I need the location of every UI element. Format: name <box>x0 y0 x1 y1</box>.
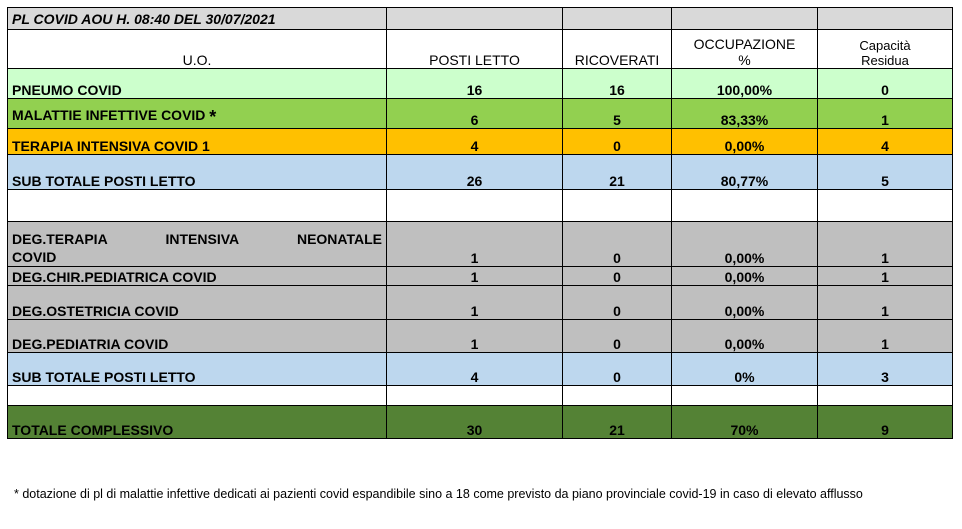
row-uo: TOTALE COMPLESSIVO <box>8 406 387 439</box>
row-uo: DEG.OSTETRICIA COVID <box>8 286 387 320</box>
title-cell-empty <box>387 8 563 30</box>
header-occupazione <box>672 30 818 69</box>
footnote-marker: * <box>209 107 217 127</box>
table-row <box>8 69 953 99</box>
spacer-cell <box>672 386 818 406</box>
row-capacita: 1 <box>818 286 953 320</box>
row-uo: DEG.CHIR.PEDIATRICA COVID <box>8 267 387 286</box>
row-posti: 4 <box>387 129 563 155</box>
row-capacita: 9 <box>818 406 953 439</box>
row-occupazione: 80,77% <box>672 155 818 190</box>
row-posti: 4 <box>387 353 563 386</box>
spacer-cell <box>8 190 387 222</box>
header-uo: U.O. <box>8 30 387 69</box>
row-occupazione: 0,00% <box>672 286 818 320</box>
row-capacita: 4 <box>818 129 953 155</box>
row-ricoverati: 0 <box>563 267 672 286</box>
spacer-cell <box>563 386 672 406</box>
table-row <box>8 286 953 320</box>
row-uo-line1: DEG.TERAPIA INTENSIVA NEONATALE <box>12 231 382 247</box>
header-ricoverati: RICOVERATI <box>563 30 672 69</box>
subtotal-row <box>8 155 953 190</box>
row-posti: 26 <box>387 155 563 190</box>
row-uo <box>8 99 387 129</box>
row-posti: 16 <box>387 69 563 99</box>
row-capacita: 0 <box>818 69 953 99</box>
header-capacita <box>818 30 953 69</box>
row-occupazione: 0,00% <box>672 320 818 353</box>
row-uo-line2: COVID <box>12 249 57 265</box>
row-occupazione: 100,00% <box>672 69 818 99</box>
footnote: * dotazione di pl di malattie infettive dedicati ai pazienti covid espandibile sino a 18 come previsto da piano provinciale covid-19 in caso di elevato afflusso <box>14 487 863 501</box>
row-occupazione: 0,00% <box>672 267 818 286</box>
header-posti-letto: POSTI LETTO <box>387 30 563 69</box>
row-capacita: 3 <box>818 353 953 386</box>
title-cell-empty <box>818 8 953 30</box>
header-capacita-line2: Residua <box>861 53 909 68</box>
row-posti: 1 <box>387 320 563 353</box>
row-ricoverati: 5 <box>563 99 672 129</box>
table-title: PL COVID AOU H. 08:40 DEL 30/07/2021 <box>8 8 387 30</box>
table-row <box>8 99 953 129</box>
row-capacita: 1 <box>818 267 953 286</box>
header-occupazione-line1: OCCUPAZIONE <box>693 36 796 52</box>
row-capacita: 5 <box>818 155 953 190</box>
spacer-row <box>8 190 953 222</box>
title-cell-empty <box>672 8 818 30</box>
title-row <box>8 8 953 30</box>
row-uo: SUB TOTALE POSTI LETTO <box>8 155 387 190</box>
header-row <box>8 30 953 69</box>
total-row <box>8 406 953 439</box>
spacer-row <box>8 386 953 406</box>
spacer-cell <box>8 386 387 406</box>
row-occupazione: 0% <box>672 353 818 386</box>
row-ricoverati: 0 <box>563 353 672 386</box>
row-ricoverati: 0 <box>563 286 672 320</box>
header-occupazione-line2: % <box>738 52 751 68</box>
row-occupazione: 0,00% <box>672 129 818 155</box>
row-ricoverati: 0 <box>563 320 672 353</box>
table-row <box>8 320 953 353</box>
row-uo: PNEUMO COVID <box>8 69 387 99</box>
row-capacita: 1 <box>818 99 953 129</box>
row-posti: 6 <box>387 99 563 129</box>
table-row <box>8 129 953 155</box>
spacer-cell <box>818 190 953 222</box>
table-row <box>8 222 953 267</box>
row-ricoverati: 21 <box>563 155 672 190</box>
row-posti: 1 <box>387 267 563 286</box>
row-occupazione: 83,33% <box>672 99 818 129</box>
title-cell-empty <box>563 8 672 30</box>
spacer-cell <box>387 386 563 406</box>
table-row <box>8 267 953 286</box>
row-ricoverati: 16 <box>563 69 672 99</box>
covid-beds-table <box>7 7 953 439</box>
row-ricoverati: 0 <box>563 129 672 155</box>
row-uo: SUB TOTALE POSTI LETTO <box>8 353 387 386</box>
spacer-cell <box>563 190 672 222</box>
spacer-cell <box>672 190 818 222</box>
spacer-cell <box>818 386 953 406</box>
row-ricoverati: 21 <box>563 406 672 439</box>
subtotal-row <box>8 353 953 386</box>
row-posti: 1 <box>387 286 563 320</box>
row-ricoverati: 0 <box>563 222 672 267</box>
row-capacita: 1 <box>818 320 953 353</box>
row-uo <box>8 222 387 267</box>
row-occupazione: 0,00% <box>672 222 818 267</box>
row-uo: DEG.PEDIATRIA COVID <box>8 320 387 353</box>
row-capacita: 1 <box>818 222 953 267</box>
row-posti: 30 <box>387 406 563 439</box>
header-capacita-line1: Capacità <box>859 38 911 53</box>
row-uo-label: MALATTIE INFETTIVE COVID <box>12 107 206 123</box>
spacer-cell <box>387 190 563 222</box>
row-occupazione: 70% <box>672 406 818 439</box>
row-posti: 1 <box>387 222 563 267</box>
row-uo: TERAPIA INTENSIVA COVID 1 <box>8 129 387 155</box>
